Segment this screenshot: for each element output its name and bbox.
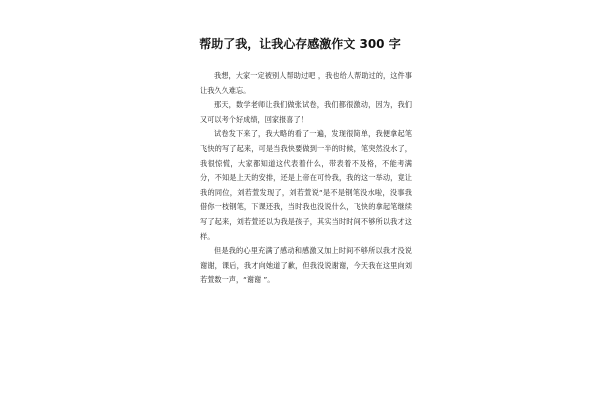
document-title: 帮助了我，让我心存感激作文 300 字: [199, 37, 401, 51]
paragraph-3: 试卷发下来了，我大略的看了一遍，发现很简单，我便拿起笔飞快的写了起来，可是当我快要做到一半的时候，笔突然没水了，我很惊慌，大家都知道这代表着什么，带表着不及格，不能考满分，不知是上天的安排，还是上帝在可怜我，我的这一举动，竟让我的同位，刘若萱发现了，刘若萱说“是不是钢笔没水啦，没事我借你一枝钢笔，下课还我，当时我也没说什么，飞快的拿起笔继续写了起来，刘若萱还以为我是孩子，其实当时时间不够所以我才这样。: [200, 129, 412, 241]
paragraph-4: 但是我的心里充满了感动和感激又加上时间不够所以我才没说谢谢，课后，我才向她道了歉，但我没说谢谢，今天我在这里向刘若萱数一声，“谢谢 ”。: [200, 246, 412, 285]
paragraph-2: 那天，数学老师让我们做张试卷，我们都很激动，因为，我们又可以考个好成绩，回家报喜了！: [200, 100, 412, 124]
paragraph-1: 我想，大家一定被别人帮助过吧 ，我也给人帮助过的，这件事让我久久难忘。: [200, 71, 412, 95]
document-body: [200, 69, 412, 288]
